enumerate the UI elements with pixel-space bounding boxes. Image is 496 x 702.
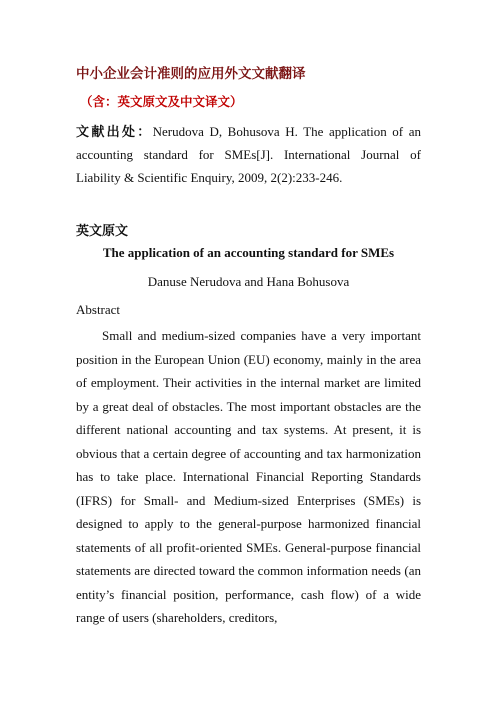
abstract-paragraph: Small and medium-sized companies have a very important position in the European Union (EU) economy, mainly in the area of employment. Their activities in the internal market are limited by a great deal of obstacles. The most important obstacles are the different national accounting and tax systems. At present, it is obvious that a certain degree of accounting and tax harmonization has to take place. International Financial Reporting Standards (IFRS) for Small- and Medium-sized Enterprises (SMEs) is designed to apply to the general-purpose harmonized financial statements of all profit-oriented SMEs. General-purpose financial statements are directed toward the common information needs (an entity’s financial position, performance, cash flow) of a wide range of users (shareholders, creditors,	[76, 328, 421, 625]
citation-text: Nerudova D, Bohusova H. The application of an accounting standard for SMEs[J]. International Journal of Liability & Scientific Enquiry, 2009, 2(2):233-246.	[76, 124, 421, 185]
section-heading: 英文原文	[76, 223, 129, 238]
source-citation	[76, 120, 421, 189]
source-label: 文献出处：	[76, 124, 153, 139]
document-title: 中小企业会计准则的应用外文文献翻译	[76, 66, 306, 81]
paper-title: The application of an accounting standard for SMEs	[102, 245, 395, 260]
document-subtitle: （含：英文原文及中文译文）	[80, 95, 243, 109]
abstract-heading: Abstract	[76, 302, 121, 317]
paper-authors: Danuse Nerudova and Hana Bohusova	[147, 274, 350, 289]
